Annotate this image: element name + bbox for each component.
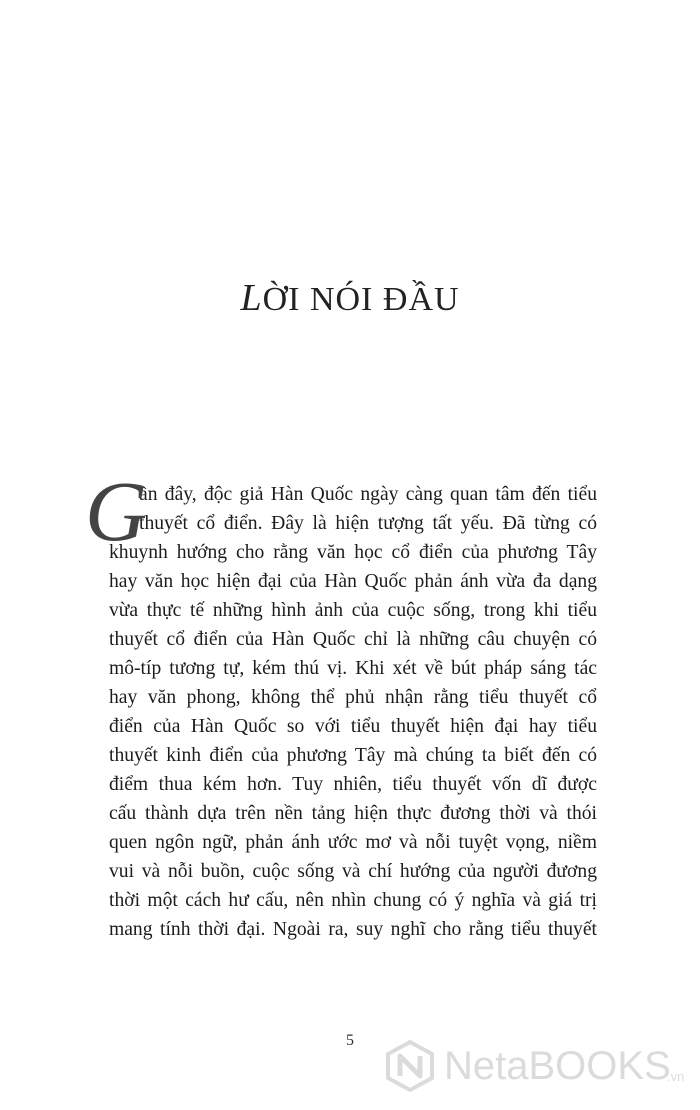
drop-cap: G [85,463,148,559]
paragraph-line: vui và nỗi buồn, cuộc sống và chí hướng của người đương [109,861,597,882]
paragraph-line: khuynh hướng cho rằng văn học cổ điển của phương Tây [109,542,597,563]
paragraph-line: vừa thực tế những hình ảnh của cuộc sống, trong khi tiểu [109,600,597,621]
paragraph-line: điển của Hàn Quốc so với tiểu thuyết hiện đại hay tiểu [109,716,597,737]
paragraph-line: hay văn phong, không thể phủ nhận rằng tiểu thuyết cổ [109,687,597,708]
paragraph-line: quen ngôn ngữ, phản ánh ước mơ và nỗi tuyệt vọng, niềm [109,832,597,853]
paragraph-line: thuyết cổ điển. Đây là hiện tượng tất yếu. Đã từng có [139,513,597,534]
paragraph-line: cấu thành dựa trên nền tảng hiện thực đương thời và thói [109,803,597,824]
paragraph-line: ần đây, độc giả Hàn Quốc ngày càng quan tâm đến tiểu [139,484,597,505]
watermark-brand: NetaBOOKS [444,1044,671,1088]
title-rest: ỜI NÓI ĐẦU [262,281,460,318]
page-number: 5 [346,1032,354,1049]
paragraph-line: hay văn học hiện đại của Hàn Quốc phản ánh vừa đa dạng [109,571,597,592]
watermark [384,1040,694,1096]
body-paragraph [85,463,597,944]
paragraph-line: điểm thua kém hơn. Tuy nhiên, tiểu thuyết vốn dĩ được [109,774,597,795]
paragraph-line: mô-típ tương tự, kém thú vị. Khi xét về bút pháp sáng tác [109,658,597,679]
paragraph-line: mang tính thời đại. Ngoài ra, suy nghĩ cho rằng tiểu thuyết [109,919,597,940]
watermark-suffix: .vn [667,1069,685,1084]
paragraph-line: thuyết cổ điển của Hàn Quốc chỉ là những câu chuyện có [109,629,597,650]
n-logo-icon [384,1040,436,1097]
paragraph-line: thời một cách hư cấu, nên nhìn chung có ý nghĩa và giá trị [109,890,597,911]
paragraph-line: thuyết kinh điển của phương Tây mà chúng ta biết đến có [109,745,597,766]
page-title [0,276,700,320]
title-swash-letter: L [240,277,263,319]
